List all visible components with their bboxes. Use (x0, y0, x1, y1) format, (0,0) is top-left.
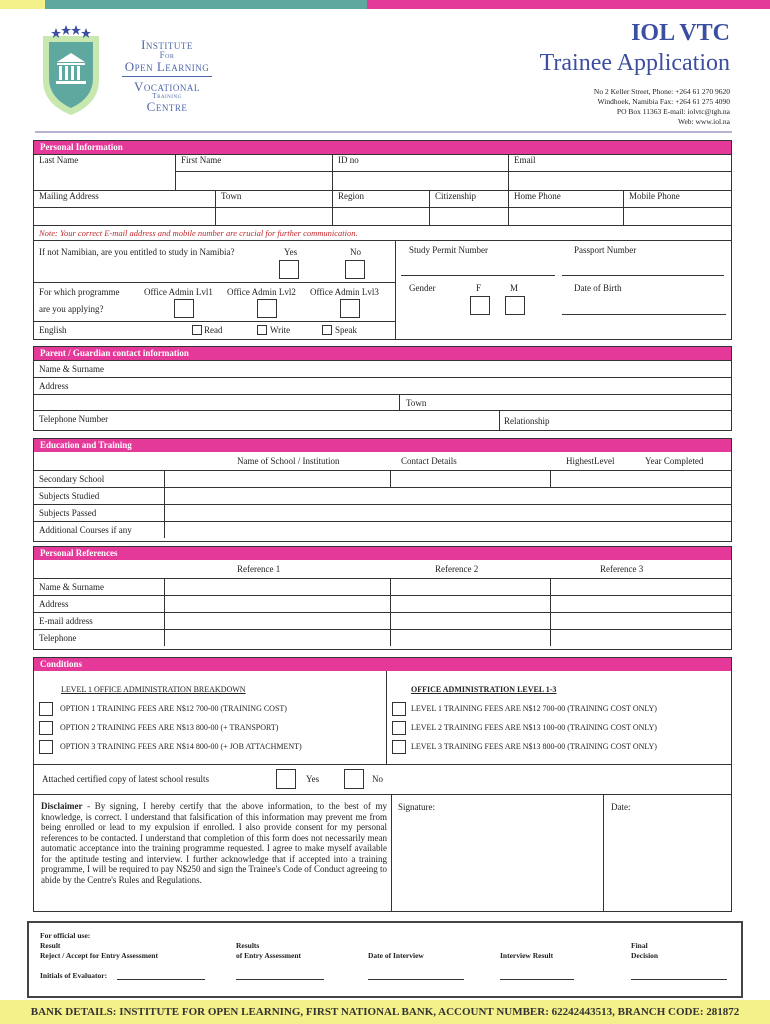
parent-address-label: Address (39, 381, 69, 391)
date-interview-input[interactable] (368, 979, 464, 980)
parent-address-row[interactable] (34, 377, 731, 410)
relationship-label: Relationship (504, 416, 550, 426)
region-field[interactable] (332, 191, 429, 225)
mailing-address-field[interactable] (34, 191, 215, 225)
edu-contact-cell[interactable] (390, 471, 550, 487)
home-phone-label: Home Phone (514, 191, 561, 201)
lvl2-checkbox[interactable] (257, 299, 277, 318)
inst-line1: Institute (141, 37, 193, 52)
lvl1-checkbox[interactable] (174, 299, 194, 318)
official-use-box (27, 921, 743, 998)
personal-row-1 (34, 154, 731, 190)
gender-label: Gender (409, 283, 436, 293)
inst-line6: Centre (146, 99, 188, 114)
column-divider (499, 411, 500, 430)
top-color-bar (0, 0, 770, 9)
passport-input[interactable] (562, 275, 724, 276)
dob-input[interactable] (562, 314, 726, 315)
mailing-address-label: Mailing Address (39, 191, 99, 201)
disclaimer-label: Disclaimer (41, 801, 83, 811)
education-section (33, 438, 732, 542)
edu-row-label: Additional Courses if any (39, 525, 132, 535)
section-header-education: Education and Training (34, 439, 731, 452)
edu-row-label: Subjects Passed (39, 508, 97, 518)
top-bar-yellow (0, 0, 45, 9)
form-title-block (540, 18, 730, 78)
option1-checkbox[interactable] (39, 702, 53, 716)
interview-result-input[interactable] (500, 979, 574, 980)
form-subtitle: Trainee Application (539, 50, 730, 76)
date-interview-label: Date of Interview (368, 951, 424, 960)
lvl1-label: Office Admin Lvl1 (144, 287, 213, 297)
ref-row-label: Telephone (39, 633, 77, 643)
column-divider (395, 241, 396, 339)
inst-line3: Open Learning (124, 59, 210, 74)
ref3-cell[interactable] (550, 613, 733, 629)
level1-breakdown-header: LEVEL 1 OFFICE ADMINISTRATION BREAKDOWN (61, 685, 246, 694)
parent-name-label: Name & Surname (39, 364, 104, 374)
citizenship-label: Citizenship (435, 191, 476, 201)
ref-row-label: Address (39, 599, 69, 609)
edu-level-cell[interactable] (550, 471, 733, 487)
programme-question-2: are you applying? (39, 304, 104, 314)
edu-additional-courses-cell[interactable] (164, 522, 733, 538)
table-row (34, 470, 731, 487)
ref3-cell[interactable] (550, 630, 733, 646)
option2-label: OPTION 2 TRAINING FEES ARE N$13 800-00 (+ TRANSPORT) (60, 723, 279, 732)
column-divider (391, 795, 392, 911)
passport-label: Passport Number (574, 245, 637, 255)
id-no-field[interactable] (332, 155, 508, 190)
namibian-question: If not Namibian, are you entitled to study in Namibia? (39, 247, 235, 257)
english-label: English (39, 325, 67, 335)
note-row (34, 225, 731, 240)
attached-results-row (34, 764, 731, 794)
mobile-phone-field[interactable] (623, 191, 733, 225)
ref1-cell[interactable] (164, 613, 390, 629)
id-no-label: ID no (338, 155, 359, 165)
table-row (34, 521, 731, 538)
address-line: No 2 Keller Street, Phone: +264 61 270 9620 (593, 87, 730, 96)
last-name-field[interactable] (34, 155, 175, 190)
attached-yes-label: Yes (306, 774, 320, 784)
namibian-yes-label: Yes (284, 247, 298, 257)
initials-label: Initials of Evaluator: (40, 971, 108, 980)
reject-accept-label: Reject / Accept for Entry Assessment (40, 951, 158, 960)
level2-label: LEVEL 2 TRAINING FEES ARE N$13 100-00 (TRAINING COST ONLY) (411, 723, 657, 732)
ref2-cell[interactable] (390, 579, 550, 595)
table-row (34, 578, 731, 595)
dob-label: Date of Birth (574, 283, 622, 293)
ref2-cell[interactable] (390, 630, 550, 646)
lvl2-label: Office Admin Lvl2 (227, 287, 296, 297)
inst-divider (122, 76, 212, 77)
table-row (34, 504, 731, 521)
speak-label: Speak (335, 325, 357, 335)
result-label: Result (40, 941, 61, 950)
speak-checkbox[interactable] (322, 325, 332, 335)
ref1-cell[interactable] (164, 579, 390, 595)
initials-input[interactable] (117, 979, 205, 980)
write-label: Write (270, 325, 291, 335)
ref1-cell[interactable] (164, 596, 390, 612)
namibian-no-checkbox[interactable] (345, 260, 365, 279)
office-admin-header: OFFICE ADMINISTRATION LEVEL 1-3 (411, 685, 557, 694)
address-line: Windhoek, Namibia Fax: +264 61 275 4090 (597, 97, 730, 106)
parent-guardian-section (33, 346, 732, 431)
parent-telephone-label: Telephone Number (39, 414, 109, 424)
write-checkbox[interactable] (257, 325, 267, 335)
references-section (33, 546, 732, 650)
parent-telephone-row[interactable] (34, 410, 731, 430)
region-label: Region (338, 191, 364, 201)
row-divider (34, 394, 731, 395)
edu-col-level: HighestLevel (566, 456, 615, 466)
header-divider (35, 131, 732, 133)
option1-label: OPTION 1 TRAINING FEES ARE N$12 700-00 (TRAINING COST) (60, 704, 287, 713)
attached-no-checkbox[interactable] (344, 769, 364, 789)
disclaimer-text (41, 801, 387, 885)
ref-row-label: E-mail address (39, 616, 93, 626)
ref3-cell[interactable] (550, 579, 733, 595)
edu-subjects-passed-cell[interactable] (164, 505, 733, 521)
row-divider (34, 321, 395, 322)
section-header-parent: Parent / Guardian contact information (34, 347, 731, 360)
date-label: Date: (611, 802, 631, 812)
address-line: PO Box 11363 E-mail: iolvtc@tgh.na (616, 107, 730, 116)
table-row (34, 595, 731, 612)
attached-results-label: Attached certified copy of latest school results (42, 774, 209, 784)
table-row (34, 612, 731, 629)
inst-line2: For (159, 50, 175, 60)
edu-subjects-studied-cell[interactable] (164, 488, 733, 504)
parent-name-row[interactable] (34, 360, 731, 377)
email-label: Email (514, 155, 536, 165)
level1-label: LEVEL 1 TRAINING FEES ARE N$12 700-00 (TRAINING COST ONLY) (411, 704, 657, 713)
citizenship-field[interactable] (429, 191, 508, 225)
signature-field[interactable] (398, 817, 598, 907)
form-title: IOL VTC (631, 20, 730, 46)
personal-row-3 (34, 240, 731, 339)
ref2-cell[interactable] (390, 596, 550, 612)
top-bar-pink (367, 0, 770, 9)
ref-col-2: Reference 2 (435, 564, 479, 574)
institute-logo (35, 22, 107, 117)
ref1-cell[interactable] (164, 630, 390, 646)
edu-row-label: Subjects Studied (39, 491, 100, 501)
mobile-phone-label: Mobile Phone (629, 191, 680, 201)
read-checkbox[interactable] (192, 325, 202, 335)
town-field[interactable] (215, 191, 332, 225)
column-divider (399, 394, 400, 410)
references-column-headers (34, 560, 731, 578)
personal-info-section (33, 140, 732, 340)
option3-label: OPTION 3 TRAINING FEES ARE N$14 800-00 (+ JOB ATTACHMENT) (60, 742, 302, 751)
attached-no-label: No (372, 774, 383, 784)
lvl3-checkbox[interactable] (340, 299, 360, 318)
ref3-cell[interactable] (550, 596, 733, 612)
conditions-section (33, 657, 732, 912)
final-decision-input[interactable] (631, 979, 727, 980)
inst-line4: Vocational (134, 79, 200, 94)
decision-label: Decision (631, 951, 659, 960)
gender-f-label: F (476, 283, 482, 293)
ref-col-3: Reference 3 (600, 564, 644, 574)
results-label: Results (236, 941, 260, 950)
gender-m-label: M (510, 283, 519, 293)
read-label: Read (204, 325, 223, 335)
table-row (34, 629, 731, 646)
interview-result-label: Interview Result (500, 951, 554, 960)
lvl3-label: Office Admin Lvl3 (310, 287, 379, 297)
row-divider (175, 171, 731, 172)
option3-checkbox[interactable] (39, 740, 53, 754)
ref-row-label: Name & Surname (39, 582, 104, 592)
level3-checkbox[interactable] (392, 740, 406, 754)
disclaimer-body: - By signing, I hereby certify that the above information, to the best of my knowledge, is correct. I understand that falsification of this information may prevent me from being enrolled or lead to my expulsion if enrolled. I also provide consent for my personal references to be contacted. I understand that completion of this form does not necessarily mean automatic acceptance into the training programme requested. I agree to make myself available for the aptitude testing and interview. I further acknowledge that if accepted into a training programme, I will be required to pay N$250 and sign the Trainee's Code of Conduct agreeing to abide by the Centre's Rules and Regulations. (41, 801, 387, 885)
email-field[interactable] (508, 155, 733, 190)
attached-yes-checkbox[interactable] (276, 769, 296, 789)
level2-checkbox[interactable] (392, 721, 406, 735)
disclaimer-row (34, 794, 731, 911)
column-divider (386, 671, 387, 764)
edu-row-label: Secondary School (39, 474, 105, 484)
gender-f-checkbox[interactable] (470, 296, 490, 315)
edu-col-contact: Contact Details (401, 456, 457, 466)
section-header-references: Personal References (34, 547, 731, 560)
ref2-cell[interactable] (390, 613, 550, 629)
edu-col-school: Name of School / Institution (237, 456, 340, 466)
section-header-personal: Personal Information (34, 141, 731, 154)
date-field[interactable] (611, 817, 726, 907)
first-name-label: First Name (181, 155, 222, 165)
education-column-headers (34, 452, 731, 470)
personal-row-2 (34, 190, 731, 225)
ref-col-1: Reference 1 (237, 564, 281, 574)
row-divider (34, 282, 395, 283)
town-label: Town (221, 191, 242, 201)
option2-checkbox[interactable] (39, 721, 53, 735)
edu-col-year: Year Completed (645, 456, 704, 466)
study-permit-input[interactable] (401, 275, 555, 276)
last-name-label: Last Name (39, 155, 79, 165)
institute-name (112, 38, 222, 113)
official-title: For official use: (40, 931, 91, 940)
bank-details-bar: BANK DETAILS: INSTITUTE FOR OPEN LEARNING, FIRST NATIONAL BANK, ACCOUNT NUMBER: 62242443513, BRANCH CODE: 281872 (0, 1000, 770, 1024)
conditions-options (34, 671, 731, 764)
entry-assessment-label: of Entry Assessment (236, 951, 301, 960)
table-row (34, 487, 731, 504)
home-phone-field[interactable] (508, 191, 623, 225)
namibian-no-label: No (350, 247, 361, 257)
contact-address (594, 87, 730, 127)
edu-school-cell[interactable] (164, 471, 390, 487)
gender-m-checkbox[interactable] (505, 296, 525, 315)
namibian-yes-checkbox[interactable] (279, 260, 299, 279)
top-bar-teal (45, 0, 367, 9)
inst-line5: Training (152, 92, 182, 100)
results-input[interactable] (236, 979, 324, 980)
email-note: Note: Your correct E-mail address and mobile number are crucial for further communication. (39, 228, 358, 238)
section-header-conditions: Conditions (34, 658, 731, 671)
parent-town-label: Town (406, 398, 427, 408)
signature-label: Signature: (398, 802, 435, 812)
study-permit-label: Study Permit Number (409, 245, 488, 255)
column-divider (603, 795, 604, 911)
final-label: Final (631, 941, 648, 950)
address-line: Web: www.iol.na (677, 117, 730, 126)
row-divider (34, 207, 731, 208)
first-name-field[interactable] (175, 155, 332, 190)
level1-checkbox[interactable] (392, 702, 406, 716)
programme-question-1: For which programme (39, 287, 120, 297)
level3-label: LEVEL 3 TRAINING FEES ARE N$13 800-00 (TRAINING COST ONLY) (411, 742, 657, 751)
